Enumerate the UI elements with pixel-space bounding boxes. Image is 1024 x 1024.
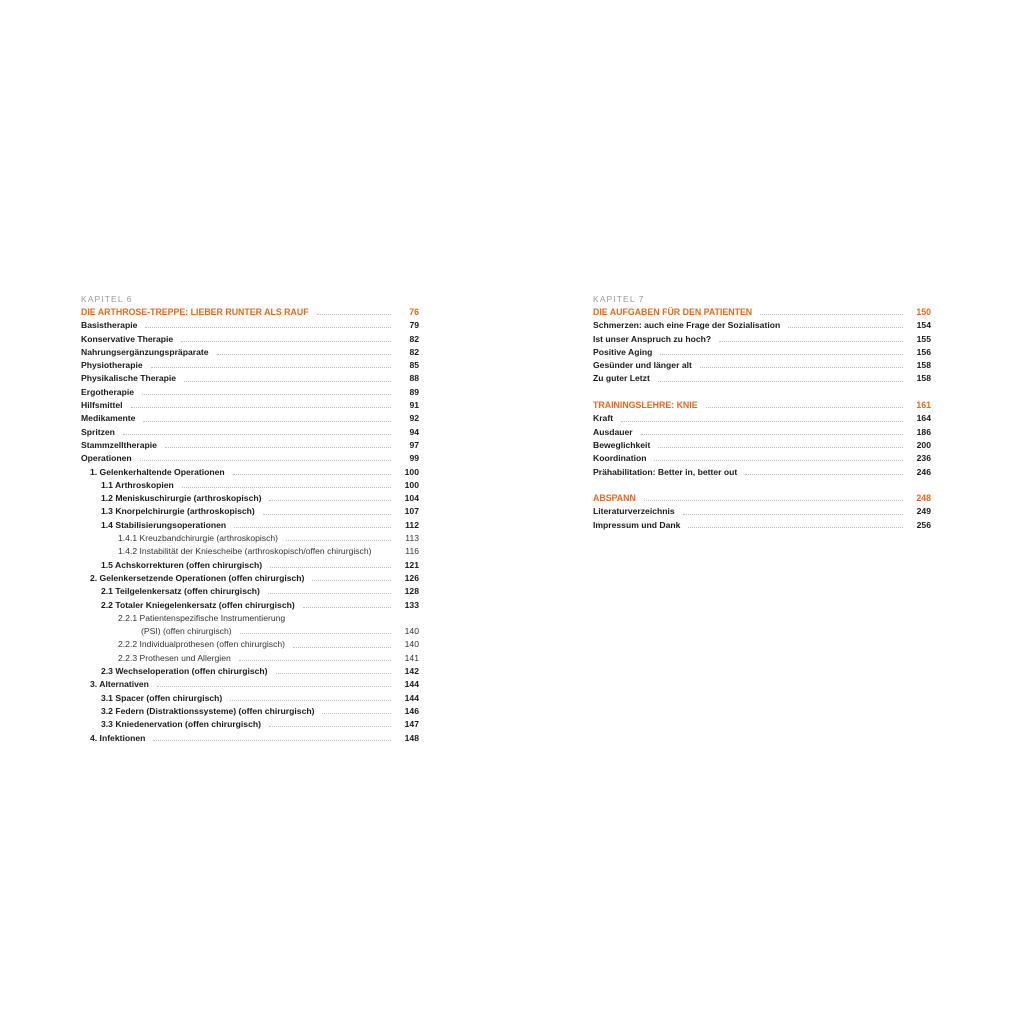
toc-entry-title: Ist unser Anspruch zu hoch?: [593, 333, 712, 344]
dot-leader: [263, 514, 391, 515]
toc-entry-page: 186: [916, 426, 931, 437]
toc-section-heading[interactable]: [81, 306, 419, 319]
dot-leader: [184, 381, 391, 382]
chapter-label: KAPITEL 7: [593, 294, 645, 304]
dot-leader: [142, 394, 391, 395]
dot-leader: [683, 514, 903, 515]
toc-entry-title: (PSI) (offen chirurgisch): [141, 626, 232, 637]
toc-entry[interactable]: [81, 612, 419, 625]
dot-leader: [745, 474, 903, 475]
toc-entry-page: 100: [404, 466, 419, 477]
toc-entry-page: 107: [404, 506, 419, 517]
dot-leader: [322, 713, 391, 714]
toc-entry-page: 76: [409, 307, 419, 317]
toc-entry[interactable]: [593, 505, 931, 518]
toc-entry-page: 200: [916, 439, 931, 450]
dot-leader: [181, 341, 391, 342]
toc-entry-page: 126: [404, 572, 419, 583]
toc-entry-page: 121: [404, 559, 419, 570]
toc-entry-title: TRAININGSLEHRE: KNIE: [593, 400, 698, 411]
toc-entry-page: 91: [409, 400, 419, 411]
toc-entry[interactable]: [593, 359, 931, 372]
toc-entry[interactable]: [593, 346, 931, 359]
dot-leader: [239, 660, 391, 661]
toc-entry-page: 112: [405, 519, 419, 530]
toc-entry-page: 256: [916, 519, 931, 530]
toc-entry[interactable]: [593, 439, 931, 452]
toc-entry-page: 161: [916, 400, 931, 411]
dot-leader: [276, 673, 392, 674]
toc-entry-title: 1.4 Stabilisierungsoperationen: [101, 519, 227, 530]
dot-leader: [153, 740, 391, 741]
toc-entry-title: DIE ARTHROSE-TREPPE: LIEBER RUNTER ALS RAUF: [81, 307, 309, 317]
toc-entry-page: 147: [404, 719, 419, 730]
toc-entry-page: 141: [404, 652, 419, 663]
dot-leader: [268, 593, 391, 594]
toc-entry-page: 146: [404, 705, 419, 716]
toc-entry[interactable]: [81, 545, 419, 558]
dot-leader: [157, 686, 391, 687]
dot-leader: [182, 487, 391, 488]
toc-entry[interactable]: [81, 519, 419, 532]
dot-leader: [654, 460, 903, 461]
toc-entry-title: 1.4.1 Kreuzbandchirurgie (arthroskopisch): [118, 533, 279, 544]
toc-entry-page: 140: [404, 639, 419, 650]
dot-leader: [269, 726, 391, 727]
toc-entry-page: 150: [916, 307, 931, 317]
toc-entry-title: ABSPANN: [593, 493, 636, 504]
toc-entry-page: 156: [916, 346, 931, 357]
toc-entry-title: 2.2.3 Prothesen und Allergien: [118, 652, 231, 663]
toc-entry-title: Ergotherapie: [81, 386, 135, 397]
toc-entry-page: 116: [405, 546, 419, 557]
dot-leader: [145, 327, 391, 328]
toc-entry-title: 1.2 Meniskuschirurgie (arthroskopisch): [101, 493, 262, 504]
toc-entry-page: 236: [916, 453, 931, 464]
toc-entry[interactable]: [81, 665, 419, 678]
dot-leader: [234, 527, 391, 528]
toc-entry-page: 82: [409, 333, 419, 344]
dot-leader: [151, 367, 391, 368]
toc-entry[interactable]: [81, 479, 419, 492]
dot-leader: [140, 460, 391, 461]
toc-entry-title: 2.2 Totaler Kniegelenkersatz (offen chirurgisch): [101, 599, 295, 610]
toc-entry-title: DIE AUFGABEN FÜR DEN PATIENTEN: [593, 307, 753, 317]
toc-entry-title: Spritzen: [81, 426, 115, 437]
dot-leader: [658, 381, 903, 382]
toc-entry-title: 1. Gelenkerhaltende Operationen: [90, 466, 225, 477]
toc-entry[interactable]: [593, 519, 931, 532]
toc-entry-title: 2.3 Wechseloperation (offen chirurgisch): [101, 666, 268, 677]
toc-entry[interactable]: [81, 732, 419, 745]
toc-entry-page: 99: [409, 453, 419, 464]
dot-leader: [293, 647, 391, 648]
toc-entry-title: Physiotherapie: [81, 360, 143, 371]
toc-section-heading[interactable]: [593, 306, 931, 319]
toc-entry-title: Impressum und Dank: [593, 519, 681, 530]
dot-leader: [286, 540, 391, 541]
toc-entry-title: 1.5 Achskorrekturen (offen chirurgisch): [101, 559, 263, 570]
toc-entry[interactable]: [81, 705, 419, 718]
toc-entry[interactable]: [81, 452, 419, 465]
toc-section-heading[interactable]: [593, 399, 931, 412]
toc-entry-title: 3.1 Spacer (offen chirurgisch): [101, 692, 223, 703]
dot-leader: [760, 314, 903, 315]
toc-entry-page: 79: [409, 320, 419, 331]
dot-leader: [312, 580, 391, 581]
dot-leader: [788, 327, 903, 328]
toc-entry-title: Nahrungsergänzungspräparate: [81, 346, 209, 357]
toc-entry-page: 248: [916, 493, 931, 504]
toc-entry-page: 88: [409, 373, 419, 384]
toc-entry[interactable]: [81, 319, 419, 332]
toc-entry-page: 154: [916, 320, 931, 331]
toc-entry-title: Operationen: [81, 453, 132, 464]
toc-entry-title: Positive Aging: [593, 346, 653, 357]
toc-entry-title: Ausdauer: [593, 426, 633, 437]
dot-leader: [240, 633, 391, 634]
toc-column-left: [81, 294, 419, 745]
toc-entry[interactable]: [81, 426, 419, 439]
toc-entry[interactable]: [593, 426, 931, 439]
toc-entry[interactable]: [81, 466, 419, 479]
toc-entry-title: 2.2.1 Patientenspezifische Instrumentierung: [118, 612, 286, 623]
dot-leader: [269, 500, 391, 501]
toc-entry[interactable]: [81, 346, 419, 359]
toc-entry-page: 249: [916, 506, 931, 517]
toc-entry[interactable]: [81, 678, 419, 691]
toc-entry-title: 4. Infektionen: [90, 732, 146, 743]
toc-entry[interactable]: [81, 505, 419, 518]
toc-entry-page: 158: [916, 360, 931, 371]
dot-leader: [658, 447, 903, 448]
dot-leader: [270, 567, 391, 568]
toc-entry-page: 144: [404, 679, 419, 690]
dot-leader: [123, 434, 391, 435]
dot-leader: [621, 421, 903, 422]
toc-entry[interactable]: [81, 638, 419, 651]
toc-entry-page: 104: [404, 493, 419, 504]
toc-entry-title: Gesünder und länger alt: [593, 360, 692, 371]
toc-entry-page: 140: [404, 626, 419, 637]
toc-section-heading[interactable]: [593, 492, 931, 505]
toc-column-right: [593, 294, 931, 532]
toc-entry-page: 113: [405, 533, 419, 544]
toc-entry-title: Hilfsmittel: [81, 400, 123, 411]
toc-entry-page: 89: [409, 386, 419, 397]
toc-entry-title: 1.3 Knorpelchirurgie (arthroskopisch): [101, 506, 255, 517]
toc-entry-page: 148: [404, 732, 419, 743]
toc-entry-title: Schmerzen: auch eine Frage der Sozialisation: [593, 320, 781, 331]
toc-entry[interactable]: [81, 599, 419, 612]
toc-entry[interactable]: [81, 625, 419, 638]
toc-entry[interactable]: [81, 652, 419, 665]
toc-entry-title: 3. Alternativen: [90, 679, 149, 690]
dot-leader: [230, 700, 391, 701]
toc-entry-title: Basistherapie: [81, 320, 138, 331]
dot-leader: [660, 354, 903, 355]
toc-entry-page: 155: [916, 333, 931, 344]
toc-entry[interactable]: [81, 572, 419, 585]
toc-entry[interactable]: [81, 692, 419, 705]
toc-entry-page: 158: [916, 373, 931, 384]
toc-entry-page: 142: [404, 666, 419, 677]
dot-leader: [303, 607, 391, 608]
toc-entry[interactable]: [593, 466, 931, 479]
toc-entry-page: 92: [409, 413, 419, 424]
dot-leader: [700, 367, 903, 368]
toc-entry[interactable]: [81, 412, 419, 425]
dot-leader: [706, 407, 903, 408]
toc-entry[interactable]: [593, 319, 931, 332]
toc-entry-title: 1.1 Arthroskopien: [101, 479, 174, 490]
toc-entry-page: 133: [404, 599, 419, 610]
dot-leader: [719, 341, 903, 342]
toc-entry-title: 3.3 Kniedenervation (offen chirurgisch): [101, 719, 261, 730]
toc-entry[interactable]: [81, 372, 419, 385]
toc-entry-title: Beweglichkeit: [593, 439, 651, 450]
toc-entry[interactable]: [81, 585, 419, 598]
toc-entry-title: Physikalische Therapie: [81, 373, 177, 384]
dot-leader: [644, 500, 903, 501]
toc-entry-title: 3.2 Federn (Distraktionssysteme) (offen chirurgisch): [101, 705, 315, 716]
toc-entry-title: 2. Gelenkersetzende Operationen (offen chirurgisch): [90, 572, 305, 583]
toc-entry[interactable]: [81, 333, 419, 346]
toc-entry-title: Stammzelltherapie: [81, 439, 157, 450]
toc-entry-title: Konservative Therapie: [81, 333, 174, 344]
toc-entry-page: 94: [409, 426, 419, 437]
dot-leader: [165, 447, 391, 448]
toc-entry[interactable]: [81, 492, 419, 505]
dot-leader: [233, 474, 391, 475]
toc-entry[interactable]: [81, 386, 419, 399]
toc-entry-page: 100: [404, 479, 419, 490]
toc-entry-page: 144: [404, 692, 419, 703]
toc-entry-title: Zu guter Letzt: [593, 373, 650, 384]
toc-entry-page: 97: [409, 439, 419, 450]
chapter-label: KAPITEL 6: [81, 294, 133, 304]
toc-entry[interactable]: [81, 718, 419, 731]
toc-entry[interactable]: [81, 559, 419, 572]
toc-entry[interactable]: [593, 372, 931, 385]
toc-entry-page: 246: [916, 466, 931, 477]
toc-entry-title: Prähabilitation: Better in, better out: [593, 466, 738, 477]
toc-entry-page: 82: [409, 346, 419, 357]
toc-entry[interactable]: [593, 412, 931, 425]
toc-entry-title: 1.4.2 Instabilität der Kniescheibe (arthroskopisch/offen chirurgisch): [118, 546, 372, 557]
toc-entry-title: 2.2.2 Individualprothesen (offen chirurgisch): [118, 639, 286, 650]
toc-entry[interactable]: [81, 532, 419, 545]
toc-entry[interactable]: [81, 359, 419, 372]
toc-entry-title: Literaturverzeichnis: [593, 506, 675, 517]
dot-leader: [131, 407, 391, 408]
dot-leader: [217, 354, 391, 355]
dot-leader: [317, 314, 391, 315]
dot-leader: [143, 421, 391, 422]
toc-entry-title: Koordination: [593, 453, 647, 464]
dot-leader: [641, 434, 903, 435]
dot-leader: [688, 527, 903, 528]
toc-entry-page: 85: [409, 360, 419, 371]
toc-entry-title: Kraft: [593, 413, 614, 424]
toc-entry[interactable]: [593, 452, 931, 465]
toc-entry-page: 128: [404, 586, 419, 597]
toc-entry-title: Medikamente: [81, 413, 136, 424]
toc-entry-title: 2.1 Teilgelenkersatz (offen chirurgisch): [101, 586, 260, 597]
toc-entry[interactable]: [81, 439, 419, 452]
toc-entry[interactable]: [81, 399, 419, 412]
toc-entry[interactable]: [593, 333, 931, 346]
toc-entry-page: 164: [916, 413, 931, 424]
